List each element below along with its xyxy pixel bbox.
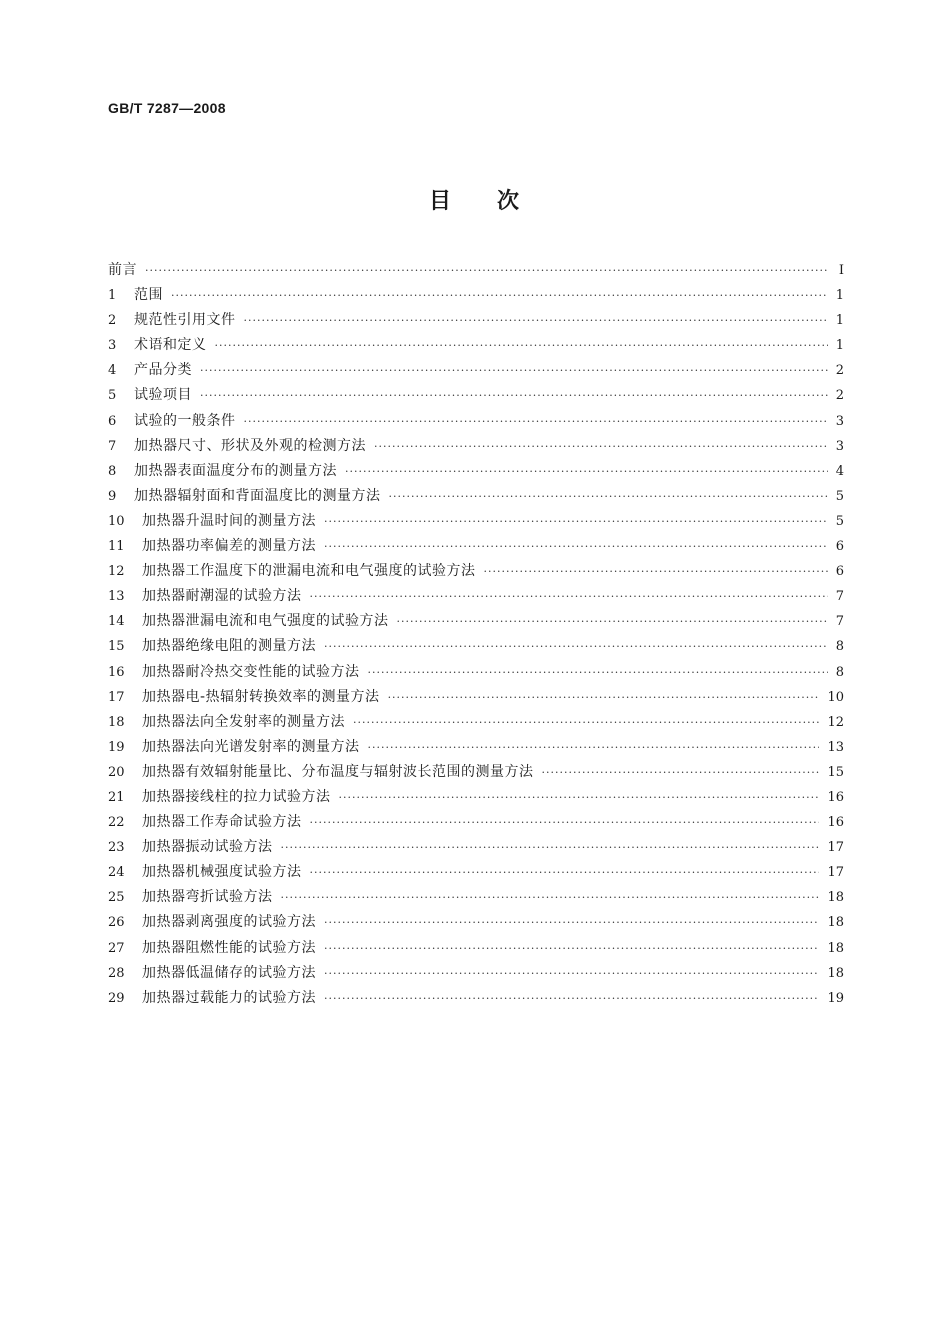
toc-entry-page: 1 — [835, 338, 844, 354]
toc-entry-number: 16 — [108, 664, 125, 680]
toc-entry-page: 2 — [835, 388, 844, 404]
toc-entry-number: 20 — [108, 764, 125, 780]
toc-entry[interactable] — [108, 309, 844, 334]
toc-leader-dots — [388, 691, 820, 704]
toc-entry[interactable] — [108, 937, 844, 962]
toc-entry-title[interactable]: 加热器电-热辐射转换效率的测量方法 — [142, 688, 380, 705]
toc-entry-title[interactable]: 加热器机械强度试验方法 — [142, 864, 302, 881]
toc-leader-dots — [324, 942, 819, 955]
toc-entry-title[interactable]: 加热器有效辐射能量比、分布温度与辐射波长范围的测量方法 — [142, 763, 534, 780]
toc-entry-number: 8 — [108, 463, 117, 479]
page-title-char-1: 目 — [428, 189, 453, 214]
toc-entry-title[interactable]: 加热器接线柱的拉力试验方法 — [142, 788, 331, 805]
toc-entry-title[interactable]: 加热器耐冷热交变性能的试验方法 — [142, 663, 360, 680]
toc-entry[interactable] — [108, 435, 844, 460]
toc-entry-title[interactable]: 加热器剥离强度的试验方法 — [142, 914, 316, 931]
toc-leader-dots — [310, 590, 828, 603]
toc-entry[interactable] — [108, 485, 844, 510]
toc-entry-number: 7 — [108, 438, 117, 454]
toc-leader-dots — [145, 264, 828, 277]
toc-entry[interactable] — [108, 661, 844, 686]
toc-leader-dots — [368, 666, 828, 679]
toc-entry-title[interactable]: 加热器表面温度分布的测量方法 — [134, 462, 337, 479]
toc-entry-number: 4 — [108, 363, 117, 379]
toc-entry[interactable] — [108, 811, 844, 836]
toc-entry[interactable] — [108, 384, 844, 409]
toc-entry[interactable] — [108, 962, 844, 987]
toc-entry-number: 2 — [108, 313, 117, 329]
toc-entry[interactable] — [108, 761, 844, 786]
toc-entry-page: 17 — [827, 840, 844, 856]
standard-code: GB/T 7287—2008 — [108, 100, 226, 116]
toc-leader-dots — [324, 540, 828, 553]
toc-entry[interactable] — [108, 535, 844, 560]
toc-leader-dots — [244, 415, 828, 428]
toc-leader-dots — [542, 766, 820, 779]
toc-entry[interactable] — [108, 359, 844, 384]
toc-leader-dots — [200, 364, 828, 377]
toc-entry-title[interactable]: 加热器振动试验方法 — [142, 839, 273, 856]
toc-entry[interactable] — [108, 410, 844, 435]
toc-entry-number: 23 — [108, 840, 125, 856]
toc-entry-page: 6 — [835, 539, 844, 555]
toc-entry-page: 17 — [827, 865, 844, 881]
toc-leader-dots — [215, 339, 828, 352]
page-title — [0, 184, 950, 215]
toc-entry-title[interactable]: 加热器功率偏差的测量方法 — [142, 538, 316, 555]
toc-entry-page: 4 — [835, 463, 844, 479]
toc-entry-page: 13 — [827, 739, 844, 755]
toc-entry[interactable] — [108, 560, 844, 585]
toc-entry-title[interactable]: 加热器工作温度下的泄漏电流和电气强度的试验方法 — [142, 563, 476, 580]
toc-entry-title[interactable]: 术语和定义 — [134, 337, 207, 354]
toc-entry-number: 26 — [108, 915, 125, 931]
table-of-contents — [108, 259, 844, 1012]
toc-entry-title[interactable]: 加热器升温时间的测量方法 — [142, 512, 316, 529]
toc-entry-title[interactable]: 试验的一般条件 — [134, 412, 236, 429]
toc-entry[interactable] — [108, 711, 844, 736]
toc-entry-number: 24 — [108, 865, 125, 881]
toc-entry-page: Ⅰ — [838, 263, 844, 278]
toc-leader-dots — [310, 866, 820, 879]
toc-entry-page: 18 — [827, 965, 844, 981]
toc-entry-title[interactable]: 加热器工作寿命试验方法 — [142, 814, 302, 831]
toc-entry-page: 15 — [827, 764, 844, 780]
toc-entry-title[interactable]: 规范性引用文件 — [134, 312, 236, 329]
toc-entry[interactable] — [108, 836, 844, 861]
toc-entry-number: 18 — [108, 714, 125, 730]
toc-entry-number: 22 — [108, 815, 125, 831]
toc-entry-number: 14 — [108, 614, 125, 630]
toc-entry-number: 25 — [108, 890, 125, 906]
toc-entry-page: 18 — [827, 940, 844, 956]
toc-entry-title[interactable]: 加热器弯折试验方法 — [142, 889, 273, 906]
toc-entry-number: 3 — [108, 338, 117, 354]
toc-entry-page: 18 — [827, 890, 844, 906]
toc-entry-title[interactable]: 加热器法向光谱发射率的测量方法 — [142, 738, 360, 755]
toc-entry-page: 1 — [835, 313, 844, 329]
toc-entry[interactable] — [108, 610, 844, 635]
toc-entry[interactable] — [108, 736, 844, 761]
toc-entry-page: 16 — [827, 789, 844, 805]
toc-entry-page: 8 — [835, 639, 844, 655]
toc-entry[interactable] — [108, 510, 844, 535]
toc-leader-dots — [281, 891, 820, 904]
toc-entry-title[interactable]: 加热器阻燃性能的试验方法 — [142, 939, 316, 956]
toc-entry-page: 19 — [827, 990, 844, 1006]
toc-entry-title[interactable]: 加热器低温储存的试验方法 — [142, 964, 316, 981]
toc-entry-number: 11 — [108, 539, 125, 555]
toc-entry-page: 8 — [835, 664, 844, 680]
toc-entry-number: 19 — [108, 739, 125, 755]
toc-leader-dots — [200, 389, 828, 402]
toc-entry[interactable] — [108, 284, 844, 309]
toc-entry-number: 6 — [108, 413, 117, 429]
toc-entry-page: 1 — [835, 288, 844, 304]
toc-entry[interactable] — [108, 585, 844, 610]
toc-leader-dots — [310, 816, 820, 829]
toc-entry-page: 3 — [835, 438, 844, 454]
toc-entry-page: 16 — [827, 815, 844, 831]
toc-entry-number: 17 — [108, 689, 125, 705]
toc-leader-dots — [397, 615, 828, 628]
toc-entry-title[interactable]: 加热器法向全发射率的测量方法 — [142, 713, 345, 730]
toc-entry-number: 13 — [108, 589, 125, 605]
toc-entry-title[interactable]: 加热器过载能力的试验方法 — [142, 989, 316, 1006]
toc-leader-dots — [484, 565, 828, 578]
toc-leader-dots — [244, 314, 828, 327]
toc-entry-title[interactable]: 产品分类 — [134, 362, 192, 379]
toc-entry-title[interactable]: 范围 — [134, 287, 163, 304]
toc-entry-page: 5 — [835, 488, 844, 504]
toc-entry-title[interactable]: 前言 — [108, 262, 137, 278]
toc-leader-dots — [324, 992, 819, 1005]
toc-entry-number: 27 — [108, 940, 125, 956]
toc-entry-number: 29 — [108, 990, 125, 1006]
toc-entry-title[interactable]: 加热器绝缘电阻的测量方法 — [142, 638, 316, 655]
toc-leader-dots — [324, 515, 828, 528]
toc-leader-dots — [353, 716, 819, 729]
toc-leader-dots — [324, 916, 819, 929]
toc-entry[interactable] — [108, 987, 844, 1012]
toc-entry-page: 10 — [827, 689, 844, 705]
toc-leader-dots — [389, 490, 828, 503]
toc-entry-title[interactable]: 加热器泄漏电流和电气强度的试验方法 — [142, 613, 389, 630]
toc-entry-page: 12 — [827, 714, 844, 730]
toc-entry[interactable] — [108, 886, 844, 911]
toc-entry[interactable] — [108, 786, 844, 811]
toc-entry-title[interactable]: 加热器辐射面和背面温度比的测量方法 — [134, 487, 381, 504]
toc-entry[interactable] — [108, 635, 844, 660]
toc-entry-number: 15 — [108, 639, 125, 655]
toc-entry-number: 21 — [108, 789, 125, 805]
toc-entry-title[interactable]: 加热器尺寸、形状及外观的检测方法 — [134, 437, 366, 454]
toc-entry-number: 9 — [108, 488, 117, 504]
toc-entry-number: 1 — [108, 288, 117, 304]
toc-leader-dots — [374, 440, 828, 453]
toc-leader-dots — [324, 640, 828, 653]
page-title-char-2: 次 — [497, 189, 522, 214]
toc-leader-dots — [345, 465, 828, 478]
toc-entry[interactable] — [108, 334, 844, 359]
toc-entry[interactable] — [108, 686, 844, 711]
toc-entry-number: 10 — [108, 513, 125, 529]
toc-entry[interactable] — [108, 861, 844, 886]
toc-entry-number: 5 — [108, 388, 117, 404]
toc-entry[interactable] — [108, 259, 844, 284]
toc-entry[interactable] — [108, 460, 844, 485]
toc-entry-title[interactable]: 试验项目 — [134, 387, 192, 404]
toc-leader-dots — [339, 791, 820, 804]
toc-entry-page: 2 — [835, 363, 844, 379]
toc-entry[interactable] — [108, 911, 844, 936]
toc-entry-page: 6 — [835, 564, 844, 580]
toc-leader-dots — [281, 841, 820, 854]
toc-entry-page: 3 — [835, 413, 844, 429]
toc-entry-page: 7 — [835, 614, 844, 630]
toc-leader-dots — [368, 741, 820, 754]
toc-entry-page: 18 — [827, 915, 844, 931]
toc-entry-page: 7 — [835, 589, 844, 605]
toc-entry-number: 28 — [108, 965, 125, 981]
toc-entry-page: 5 — [835, 513, 844, 529]
toc-leader-dots — [324, 967, 819, 980]
toc-entry-number: 12 — [108, 564, 125, 580]
toc-leader-dots — [171, 289, 828, 302]
toc-entry-title[interactable]: 加热器耐潮湿的试验方法 — [142, 588, 302, 605]
